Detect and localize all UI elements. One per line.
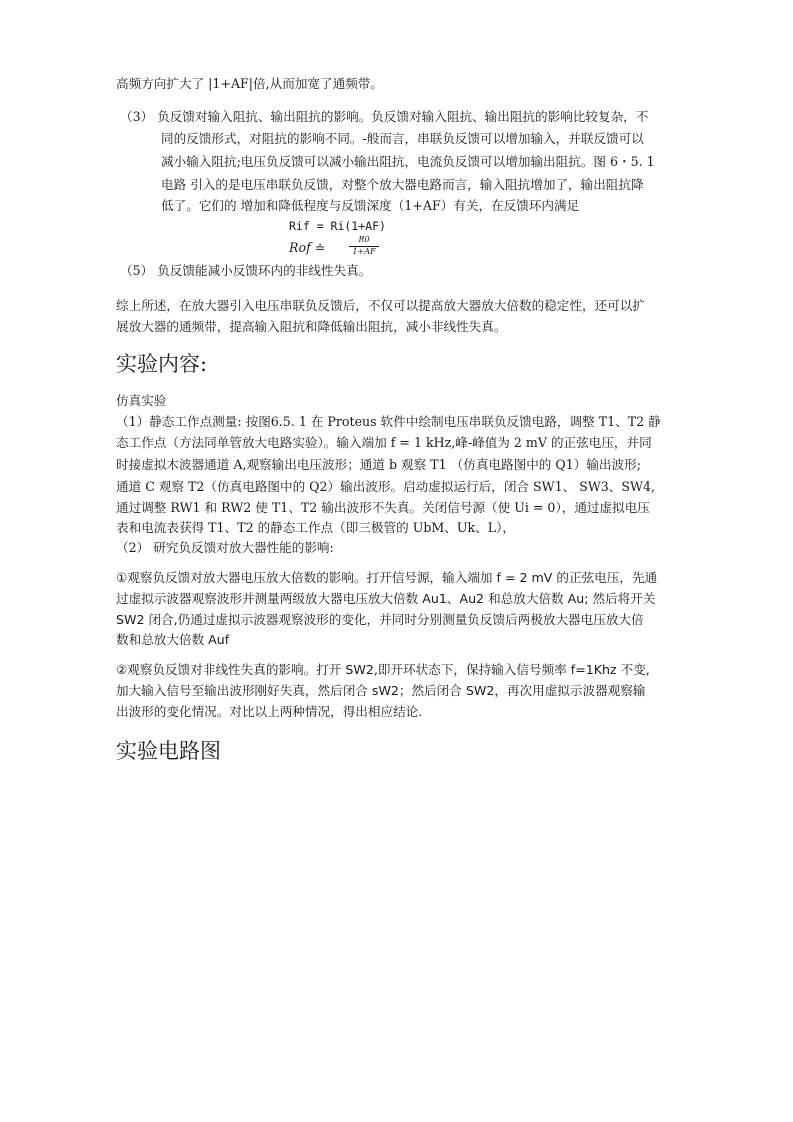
text-line: 减小输入阻抗;电压负反馈可以减小输出阻抗，电流负反馈可以增加输出阻抗。图 6・5. 1 [161,154,655,169]
fraction-denominator: 1+AF [352,247,376,256]
text-line: 过虚拟示波器观察波形并测量两级放大器电压放大倍数 Au1、Au2 和总放大倍数 Au; 然后将开关 [116,591,656,606]
text-line: 数和总放大倍数 Auf [116,632,230,647]
formula-rof: Rof ≐ [289,240,326,255]
section-heading: 实验电路图 [116,739,221,763]
text-line: （2） 研究负反馈对放大器性能的影响: [116,540,334,555]
text-line: 低了。它们的 增加和降低程度与反馈深度（1+AF）有关，在反馈环内满足 [161,198,580,213]
fraction-numerator: R0 [358,235,370,244]
subheading: 仿真实验 [116,393,167,408]
list-item-5: （5） 负反馈能减小反馈环内的非线性失真。 [120,263,372,278]
formula-fraction [349,235,379,259]
text-line: 电路 引入的是电压串联负反馈，对整个放大器电路而言，输入阻抗增加了，输出阻抗降 [161,177,644,192]
text-line: ②观察负反馈对非线性失真的影响。打开 SW2,即开环状态下，保持输入信号频率 f=1Khz 不变, [116,662,650,677]
text-line: 综上所述，在放大器引入电压串联负反馈后，不仅可以提高放大器放大倍数的稳定性，还可以扩 [116,298,645,313]
formula-rif: Rif = Ri(1+AF) [289,219,386,233]
text-line: 通过调整 RW1 和 RW2 使 T1、T2 输出波形不失真。关闭信号源（使 Ui = 0），通过虚拟电压 [116,500,650,515]
text-line: 同的反馈形式，对阻抗的影响不同。-般而言，串联负反馈可以增加输入，并联反馈可以 [161,131,644,146]
text-line: 时接虚拟木波器通道 A,观察输出电压波形；通道 b 观察 T1 （仿真电路图中的 Q1）输出波形; [116,457,641,472]
text-line: 展放大器的通频带，提高输入阻抗和降低输出阻抗，减小非线性失真。 [116,319,507,334]
text-line: 高频方向扩大了 |1+AF|倍,从而加宽了通频带。 [116,76,383,91]
text-line: 加大输入信号至输出波形刚好失真，然后闭合 sW2；然后闭合 SW2，再次用虚拟示波器观察输 [116,683,646,698]
list-item-3: （3） 负反馈对输入阻抗、输出阻抗的影响。负反馈对输入阻抗、输出阻抗的影响比较复杂，不 [120,109,649,124]
text-line: ①观察负反馈对放大器电压放大倍数的影响。打开信号源，输入端加 f = 2 mV 的正弦电压，先通 [116,570,658,585]
text-line: 表和电流表获得 T1、T2 的静态工作点（即三极管的 UbM、Uk、L）， [116,520,515,535]
section-heading: 实验内容: [116,352,208,376]
text-line: （1）静态工作点测量: 按图6.5. 1 在 Proteus 软件中绘制电压串联负反馈电路，调整 T1、T2 静 [116,414,661,429]
text-line: 通道 C 观察 T2（仿真电路图中的 Q2）输出波形。启动虚拟运行后，闭合 SW1、 SW3、SW4, [116,479,655,494]
text-line: 态工作点（方法同单管放大电路实验）。输入端加 f = 1 kHz,峰-峰值为 2 mV 的正弦电压，并同 [116,435,652,450]
text-line: SW2 闭合,仍通过虚拟示波器观察波形的变化，并同时分别测量负反馈后两极放大器电压放大倍 [116,612,644,627]
text-line: 出波形的变化情况。对比以上两种情况，得出相应结论. [116,704,423,719]
